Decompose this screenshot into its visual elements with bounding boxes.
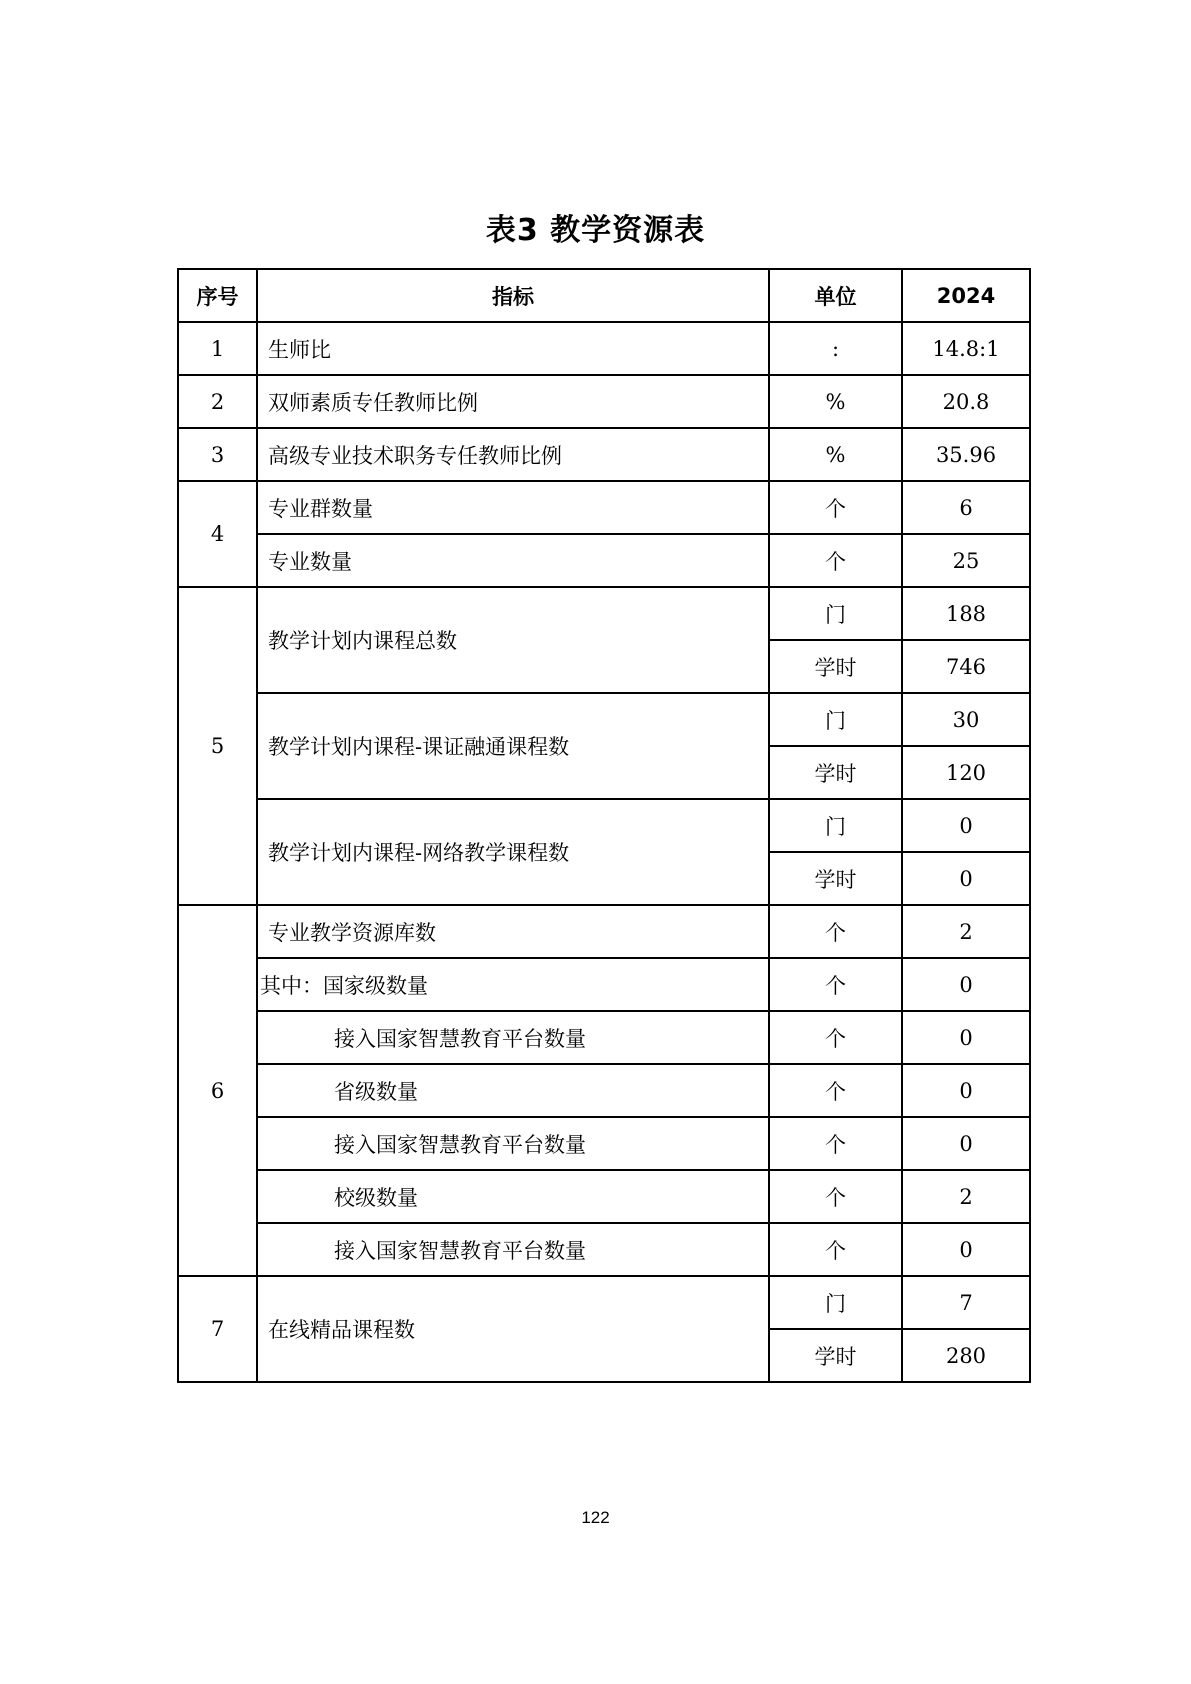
seq-cell: 2: [178, 375, 257, 428]
seq-cell: 1: [178, 322, 257, 375]
indicator-cell: 接入国家智慧教育平台数量: [257, 1011, 769, 1064]
unit-cell: 个: [769, 1117, 902, 1170]
table-row: [178, 1170, 1030, 1223]
table-row: [178, 1223, 1030, 1276]
value-cell: 188: [902, 587, 1030, 640]
unit-cell: 门: [769, 693, 902, 746]
indicator-cell: 接入国家智慧教育平台数量: [257, 1223, 769, 1276]
indicator-cell: 专业群数量: [257, 481, 769, 534]
seq-cell: 4: [178, 481, 257, 587]
table-row: [178, 1276, 1030, 1329]
value-cell: 7: [902, 1276, 1030, 1329]
seq-cell: 7: [178, 1276, 257, 1382]
table-row: [178, 1011, 1030, 1064]
unit-cell: 个: [769, 1170, 902, 1223]
teaching-resources-table: [177, 268, 1031, 1383]
table-row: [178, 322, 1030, 375]
value-cell: 0: [902, 1117, 1030, 1170]
indicator-cell: 其中：国家级数量: [257, 958, 769, 1011]
value-cell: 2: [902, 905, 1030, 958]
unit-cell: %: [769, 375, 902, 428]
value-cell: 280: [902, 1329, 1030, 1382]
value-cell: 25: [902, 534, 1030, 587]
unit-cell: 学时: [769, 746, 902, 799]
unit-cell: 学时: [769, 640, 902, 693]
header-year: 2024: [902, 269, 1030, 322]
value-cell: 35.96: [902, 428, 1030, 481]
header-indicator: 指标: [257, 269, 769, 322]
unit-cell: 门: [769, 1276, 902, 1329]
unit-cell: 个: [769, 1064, 902, 1117]
page-number: 122: [581, 1508, 610, 1527]
table-title: 表3 教学资源表: [485, 213, 706, 248]
table-row: [178, 1064, 1030, 1117]
table-row: [178, 905, 1030, 958]
table-row: [178, 799, 1030, 852]
unit-cell: :: [769, 322, 902, 375]
unit-cell: 门: [769, 799, 902, 852]
unit-cell: 门: [769, 587, 902, 640]
value-cell: 0: [902, 1011, 1030, 1064]
value-cell: 14.8:1: [902, 322, 1030, 375]
indicator-cell: 生师比: [257, 322, 769, 375]
value-cell: 0: [902, 1064, 1030, 1117]
seq-cell: 6: [178, 905, 257, 1276]
unit-cell: 个: [769, 1011, 902, 1064]
value-cell: 120: [902, 746, 1030, 799]
value-cell: 0: [902, 852, 1030, 905]
unit-cell: %: [769, 428, 902, 481]
table-row: [178, 587, 1030, 640]
indicator-cell: 双师素质专任教师比例: [257, 375, 769, 428]
header-seq: 序号: [178, 269, 257, 322]
value-cell: 6: [902, 481, 1030, 534]
value-cell: 20.8: [902, 375, 1030, 428]
indicator-cell: 教学计划内课程总数: [257, 587, 769, 693]
value-cell: 0: [902, 799, 1030, 852]
indicator-cell: 省级数量: [257, 1064, 769, 1117]
indicator-cell: 接入国家智慧教育平台数量: [257, 1117, 769, 1170]
indicator-cell: 高级专业技术职务专任教师比例: [257, 428, 769, 481]
header-row: [178, 269, 1030, 322]
value-cell: 0: [902, 1223, 1030, 1276]
indicator-cell: 校级数量: [257, 1170, 769, 1223]
value-cell: 2: [902, 1170, 1030, 1223]
indicator-cell: 专业数量: [257, 534, 769, 587]
unit-cell: 学时: [769, 852, 902, 905]
unit-cell: 个: [769, 1223, 902, 1276]
table-row: [178, 958, 1030, 1011]
table-row: [178, 693, 1030, 746]
table-row: [178, 534, 1030, 587]
seq-cell: 5: [178, 587, 257, 905]
indicator-cell: 教学计划内课程-网络教学课程数: [257, 799, 769, 905]
indicator-cell: 专业教学资源库数: [257, 905, 769, 958]
seq-cell: 3: [178, 428, 257, 481]
value-cell: 0: [902, 958, 1030, 1011]
table-row: [178, 428, 1030, 481]
table-row: [178, 375, 1030, 428]
unit-cell: 个: [769, 905, 902, 958]
unit-cell: 学时: [769, 1329, 902, 1382]
table-row: [178, 1117, 1030, 1170]
unit-cell: 个: [769, 481, 902, 534]
value-cell: 30: [902, 693, 1030, 746]
unit-cell: 个: [769, 958, 902, 1011]
indicator-cell: 教学计划内课程-课证融通课程数: [257, 693, 769, 799]
header-unit: 单位: [769, 269, 902, 322]
unit-cell: 个: [769, 534, 902, 587]
table-row: [178, 481, 1030, 534]
value-cell: 746: [902, 640, 1030, 693]
indicator-cell: 在线精品课程数: [257, 1276, 769, 1382]
